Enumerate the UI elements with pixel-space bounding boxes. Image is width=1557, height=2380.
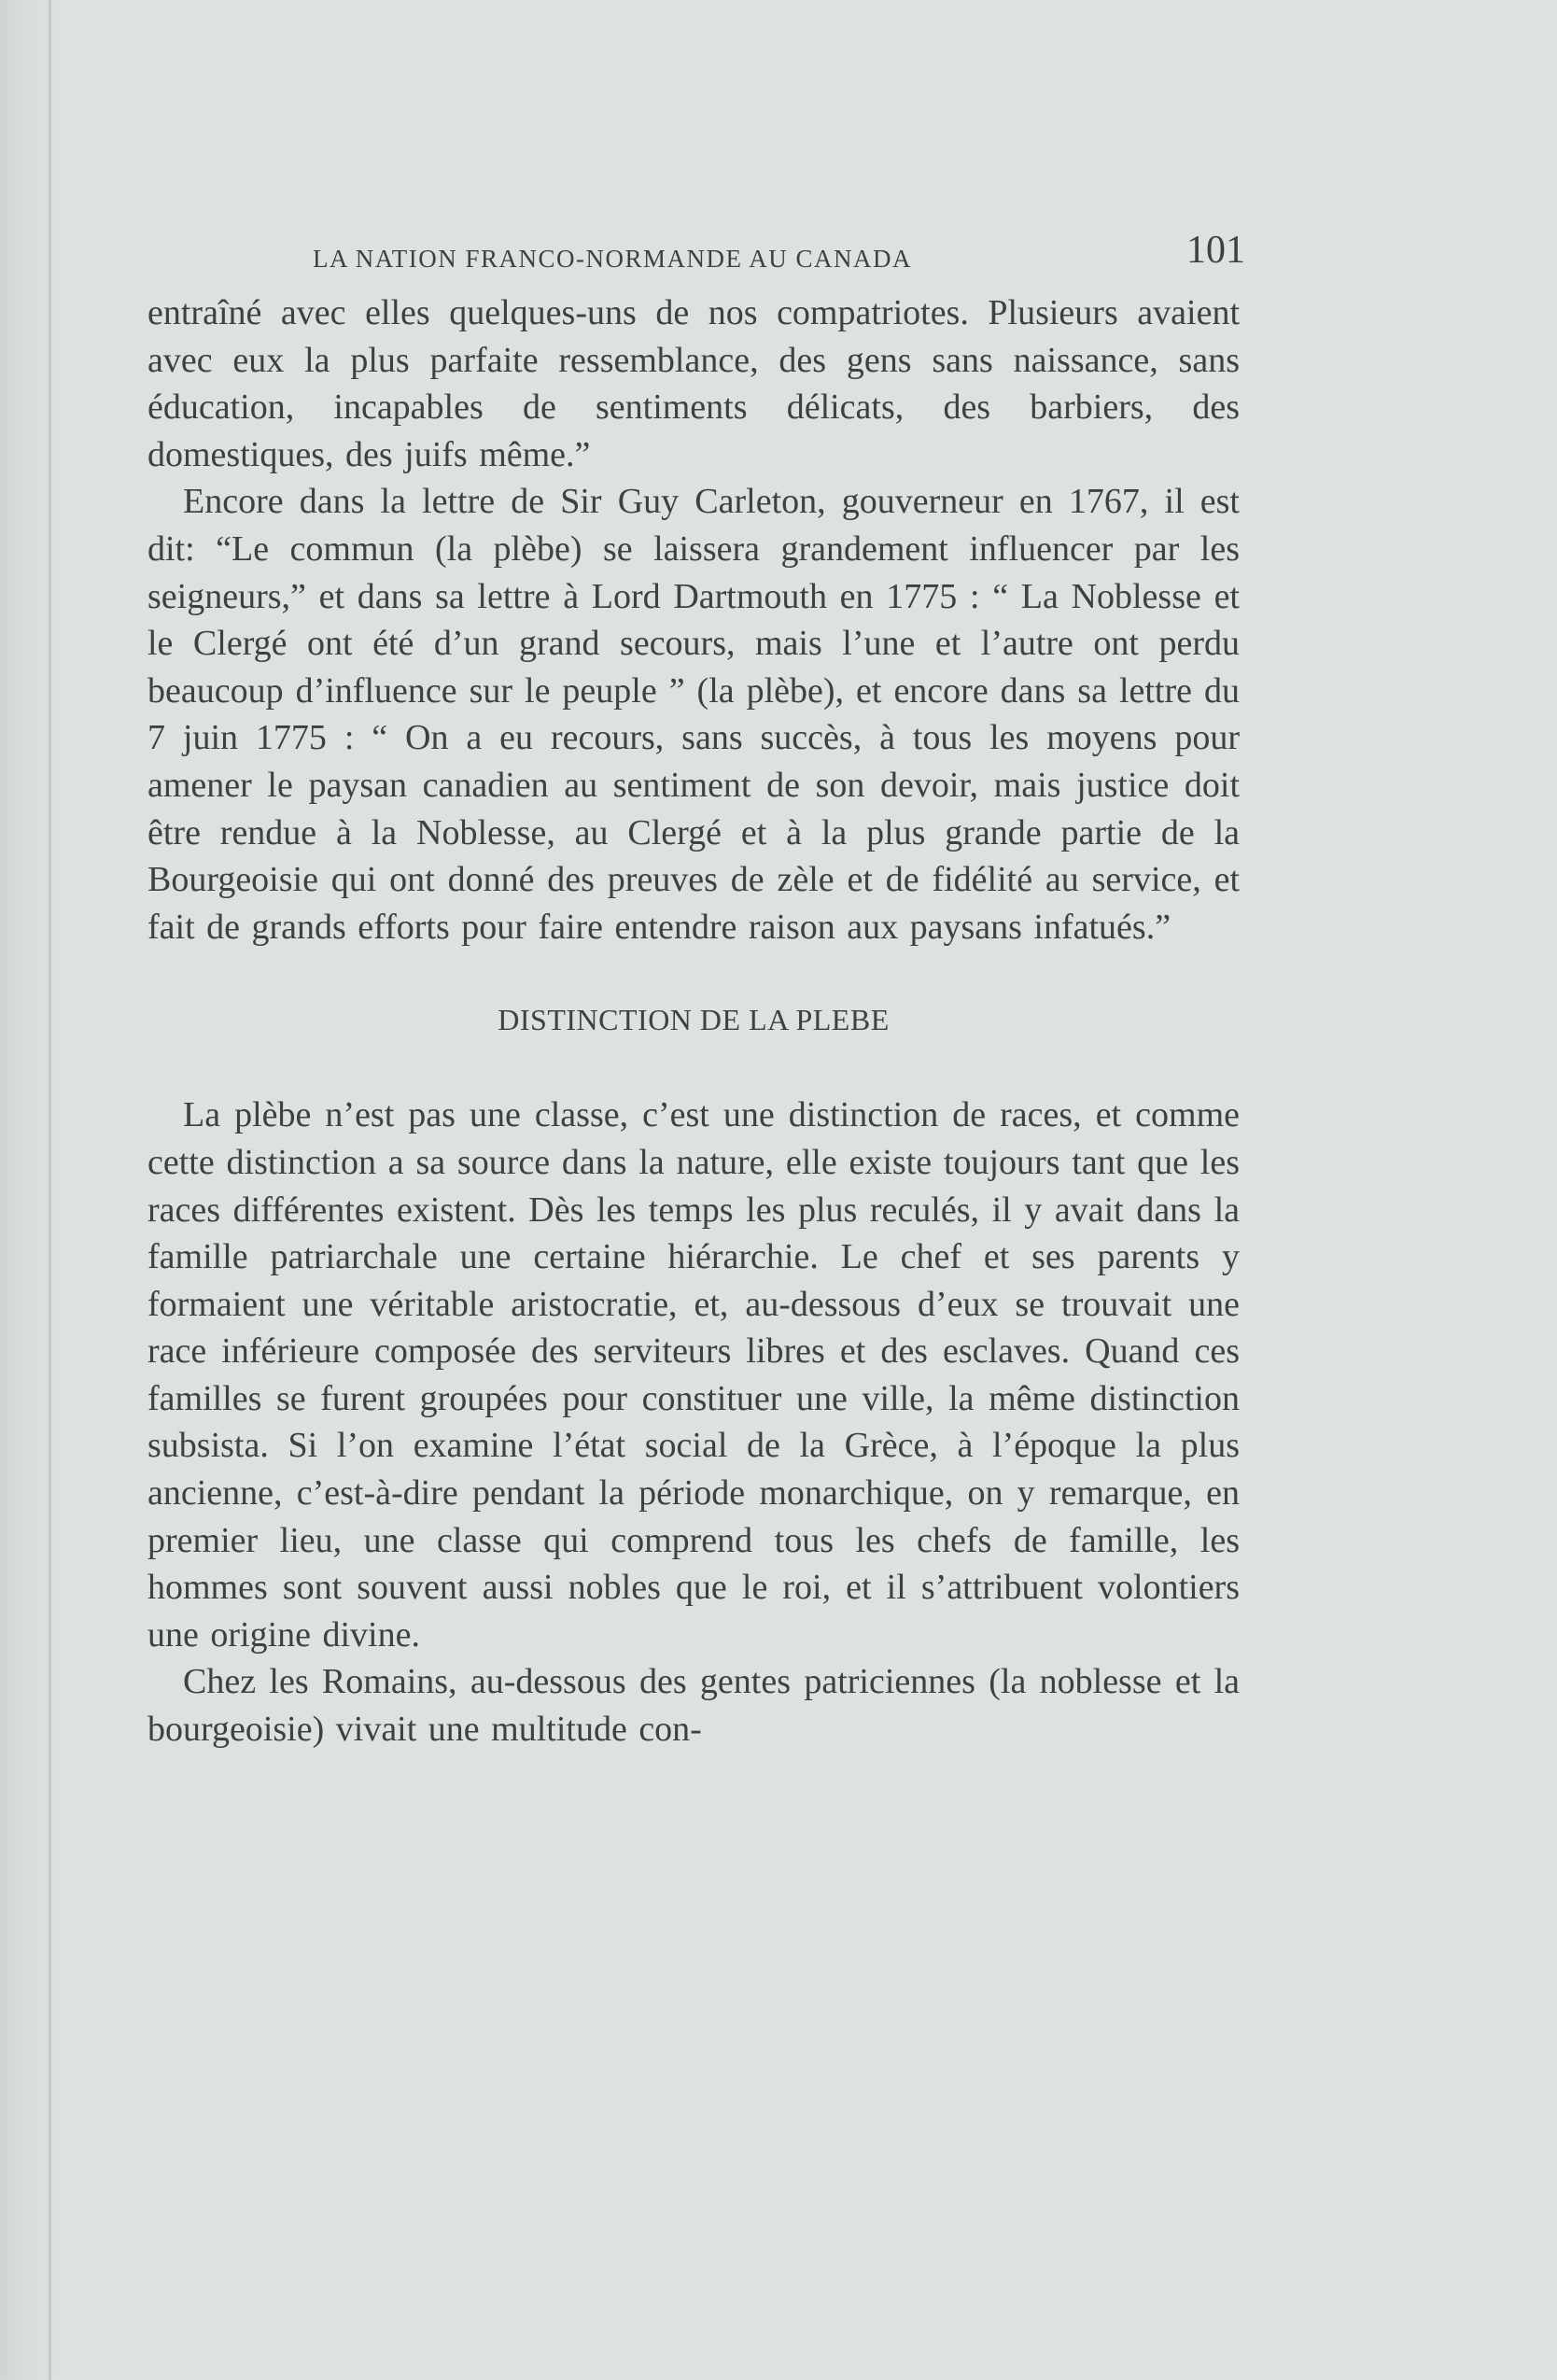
section-heading: DISTINCTION DE LA PLEBE	[498, 1003, 890, 1037]
page-gutter	[49, 0, 51, 2380]
paragraph: La plèbe n’est pas une classe, c’est une distinction de races, et comme cette distinction a sa source dans la nature, elle existe toujours tant que les races différentes existent. Dès les temps les plus reculés, il y avait dans la famille patriarchale une certaine hiérarchie. Le chef et ses parents y formaient une véritable aristocratie, et, au-dessous d’eux se trouvait une race inférieure composée des serviteurs libres et des esclaves. Quand ces familles se furent groupées pour constituer une ville, la même distinction subsista. Si l’on examine l’état social de la Grèce, à l’époque la plus ancienne, c’est-à-dire pendant la période monarchique, on y remarque, en premier lieu, une classe qui comprend tous les chefs de famille, les hommes sont souvent aussi nobles que le roi, et il s’attribuent volontiers une origine divine.	[147, 1095, 1240, 1655]
paragraph: Encore dans la lettre de Sir Guy Carleton, gouverneur en 1767, il est dit: “Le commun (la plèbe) se laissera grandement influencer par les seigneurs,” et dans sa lettre à Lord Dartmouth en 1775 : “ La Noblesse et le Clergé ont été d’un grand secours, mais l’une et l’autre ont perdu beaucoup d’influence sur le peuple ” (la plèbe), et encore dans sa lettre du 7 juin 1775 : “ On a eu recours, sans succès, à tous les moyens pour amener le paysan canadien au sentiment de son devoir, mais justice doit être rendue à la Noblesse, au Clergé et à la plus grande partie de la Bourgeoisie qui ont donné des preuves de zèle et de fidélité au service, et fait de grands efforts pour faire entendre raison aux paysans infatués.”	[147, 482, 1240, 947]
page-number: 101	[1186, 229, 1245, 272]
text-column	[147, 224, 1245, 1753]
paragraph: entraîné avec elles quelques-uns de nos compatriotes. Plusieurs avaient avec eux la plus parfaite ressemblance, des gens sans naissance, sans éducation, incapables de sentiments délicats, des barbiers, des domestiques, des juifs même.”	[147, 293, 1240, 474]
running-header	[147, 224, 1245, 289]
paragraph: Chez les Romains, au-dessous des gentes patriciennes (la noblesse et la bourgeoisie) vivait une multitude con-	[147, 1662, 1240, 1750]
running-title: LA NATION FRANCO-NORMANDE AU CANADA	[313, 245, 913, 273]
